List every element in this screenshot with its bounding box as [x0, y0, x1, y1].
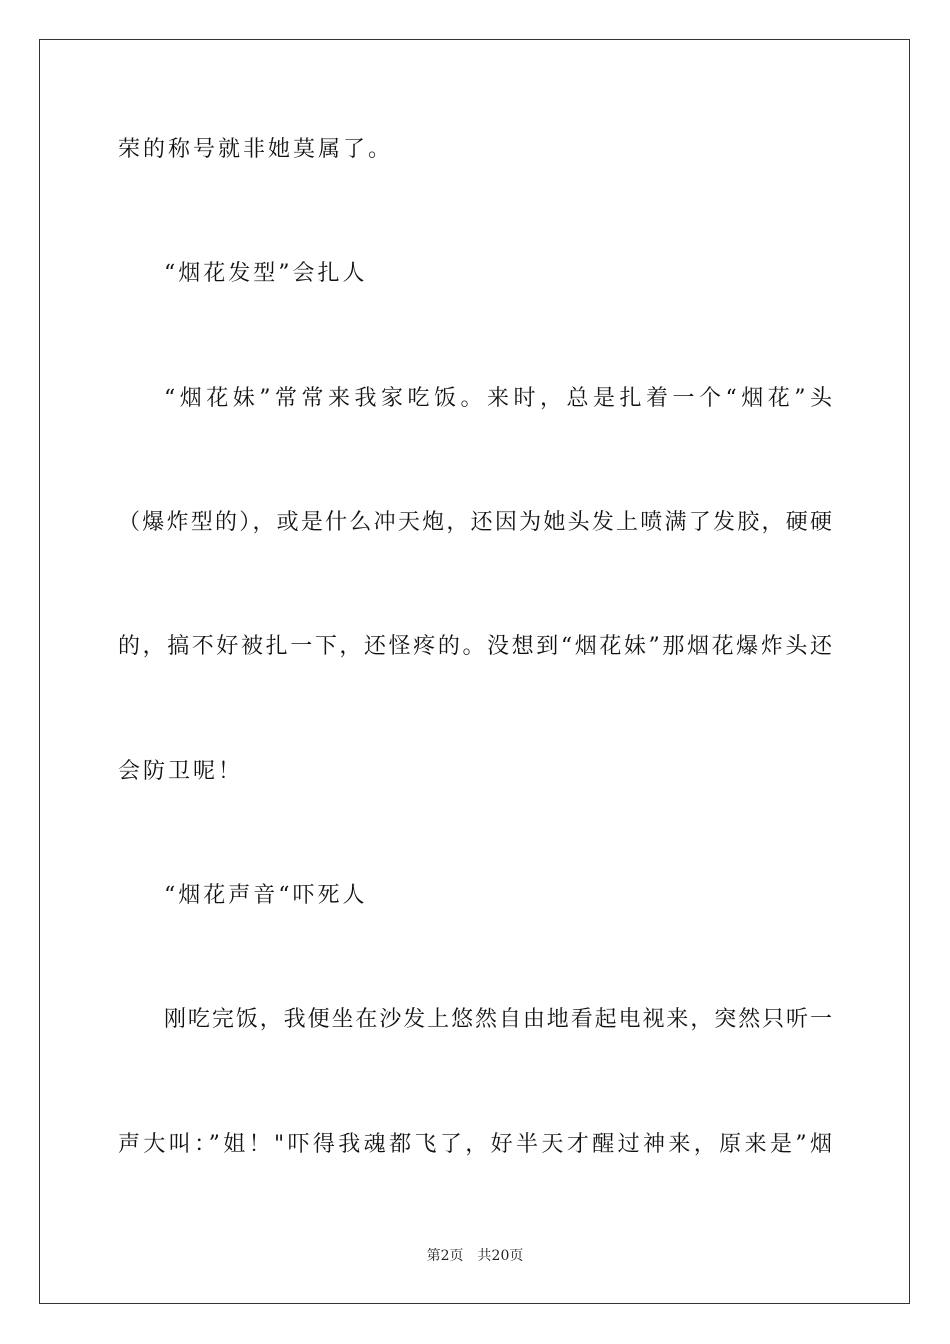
page-number: 第2页: [426, 1248, 464, 1264]
page-border: [39, 39, 910, 1304]
paragraph-line-2: （爆炸型的），或是什么冲天炮，还因为她头发上喷满了发胶，硬硬: [118, 510, 832, 535]
section-heading-fireworks-hairstyle: “烟花发型”会扎人: [164, 261, 368, 286]
paragraph2-line-2: 声大叫：”姐！"吓得我魂都飞了，好半天才醒过神来，原来是”烟: [118, 1132, 832, 1157]
text-line-1: 荣的称号就非她莫属了。: [118, 137, 394, 162]
paragraph-line-4: 会防卫呢！: [118, 759, 244, 784]
page-footer: [0, 1247, 950, 1265]
paragraph-line-1: “烟花妹”常常来我家吃饭。来时，总是扎着一个“烟花”头: [164, 386, 832, 411]
section-heading-fireworks-sound: “烟花声音“吓死人: [164, 883, 368, 908]
paragraph-line-3: 的，搞不好被扎一下，还怪疼的。没想到“烟花妹”那烟花爆炸头还: [118, 634, 832, 659]
paragraph2-line-1: 刚吃完饭，我便坐在沙发上悠然自由地看起电视来，突然只听一: [164, 1007, 832, 1032]
page-total: 共20页: [477, 1248, 524, 1264]
